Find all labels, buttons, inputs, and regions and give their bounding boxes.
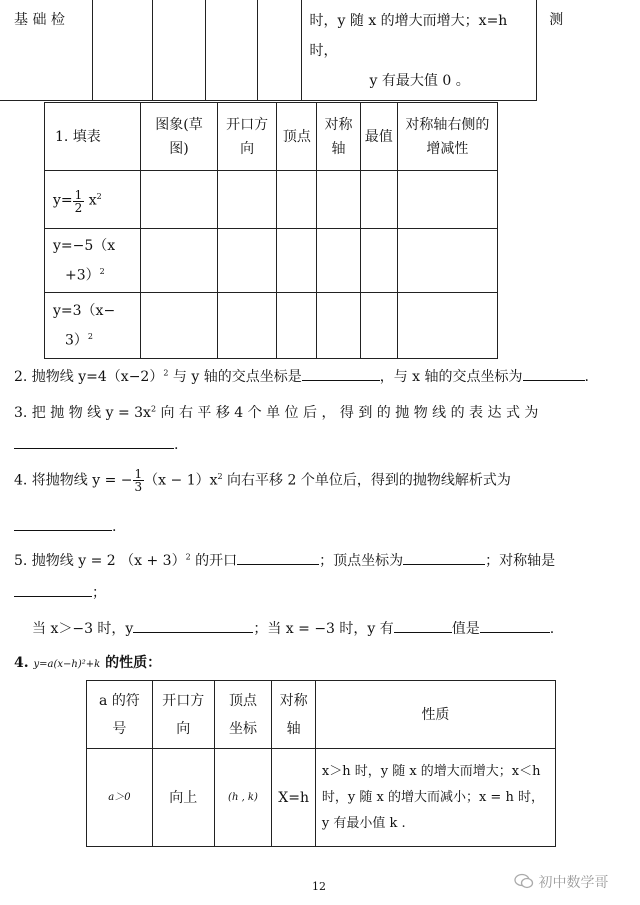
header-opening: 开口方向 xyxy=(218,103,277,171)
row2-label: y=−5（x +3）$^2$ xyxy=(45,229,141,293)
answer-blank[interactable] xyxy=(237,550,319,565)
properties-table xyxy=(86,680,556,847)
page-number: 12 xyxy=(312,880,326,893)
top-cell-line1: 时，y 随 x 的增大而增大；x=h 时， xyxy=(309,13,508,59)
answer-blank[interactable] xyxy=(394,618,452,633)
top-right-label: 测 xyxy=(537,0,600,100)
header-extreme: 最值 xyxy=(360,103,397,171)
question-5-cont: ； xyxy=(14,582,106,602)
header-axis: 对称轴 xyxy=(272,681,316,749)
header-direction: 开口方向 xyxy=(152,681,214,749)
row3-label: y=3（x− 3）$^2$ xyxy=(45,293,141,359)
direction-value: 向上 xyxy=(152,749,214,847)
question-4: 4. 将抛物线 y = − $\frac{1}{3}$ $(x - 1)x^2$ 向右平移 2 个单位后，得到的抛物线解析式为 xyxy=(14,467,511,494)
table-row xyxy=(87,749,556,847)
answer-blank[interactable] xyxy=(14,434,174,449)
vertex-form-formula: y=a(x−h)²+k xyxy=(33,659,101,670)
table-row xyxy=(45,293,498,359)
question-5b: 当 x＞−3 时，y ；当 x = −3 时，y 有 值是 . xyxy=(32,618,554,638)
question-2: 2. 抛物线 $y=4(x-2)^2$ 与 y 轴的交点坐标是 ，与 x 轴的交点坐标为 . xyxy=(14,366,589,386)
wechat-icon xyxy=(514,873,534,893)
vertex-value: (h , k) xyxy=(214,749,272,847)
header-fill: 1. 填表 xyxy=(45,103,141,171)
top-property-cell xyxy=(301,0,537,100)
answer-blank[interactable] xyxy=(302,366,380,381)
table-row xyxy=(45,171,498,229)
question-3: 3. 把 抛 物 线 $y = 3x^2$ 向 右 平 移 4 个 单 位 后 ， 得 到 的 抛 物 线 的 表 达 式 为 xyxy=(14,404,539,421)
fraction-half: $\frac{1}{2}$ xyxy=(74,187,83,215)
answer-blank[interactable] xyxy=(133,618,253,633)
fraction-third: $\frac{1}{3}$ xyxy=(134,467,143,494)
header-graph: 图象(草图) xyxy=(140,103,217,171)
header-vertex: 顶点 xyxy=(277,103,317,171)
top-left-label: 基 础 检 xyxy=(0,0,93,100)
header-vertex-coord: 顶点坐标 xyxy=(214,681,272,749)
answer-blank[interactable] xyxy=(14,516,112,531)
watermark: 初中数学哥 xyxy=(514,872,608,893)
section-4-heading: 4. y=a(x−h)²+k 的性质： xyxy=(14,655,162,671)
top-cell-line2: y 有最大值 0 。 xyxy=(369,73,470,89)
header-axis: 对称轴 xyxy=(317,103,360,171)
header-monotonic: 对称轴右侧的增减性 xyxy=(397,103,497,171)
top-table xyxy=(0,0,600,101)
header-property: 性质 xyxy=(315,681,555,749)
axis-value: X=h xyxy=(272,749,316,847)
question-5: 5. 抛物线 y = 2 $(x + 3)^2$ 的开口 ；顶点坐标为 ；对称轴是 xyxy=(14,550,555,570)
answer-blank[interactable] xyxy=(14,582,92,597)
row1-label: y= $\frac{1}{2}$ $x^2$ xyxy=(45,171,141,229)
header-sign: a 的符号 xyxy=(87,681,153,749)
sign-value: a＞0 xyxy=(87,749,153,847)
question-4-cont: . xyxy=(14,516,116,535)
question-3-cont: . xyxy=(14,434,178,453)
table-row xyxy=(45,229,498,293)
fill-table xyxy=(44,102,498,359)
answer-blank[interactable] xyxy=(480,618,550,633)
property-value: x＞h 时，y 随 x 的增大而增大；x＜h 时，y 随 x 的增大而减小；x = h 时， y 有最小值 k . xyxy=(315,749,555,847)
answer-blank[interactable] xyxy=(523,366,585,381)
answer-blank[interactable] xyxy=(403,550,485,565)
